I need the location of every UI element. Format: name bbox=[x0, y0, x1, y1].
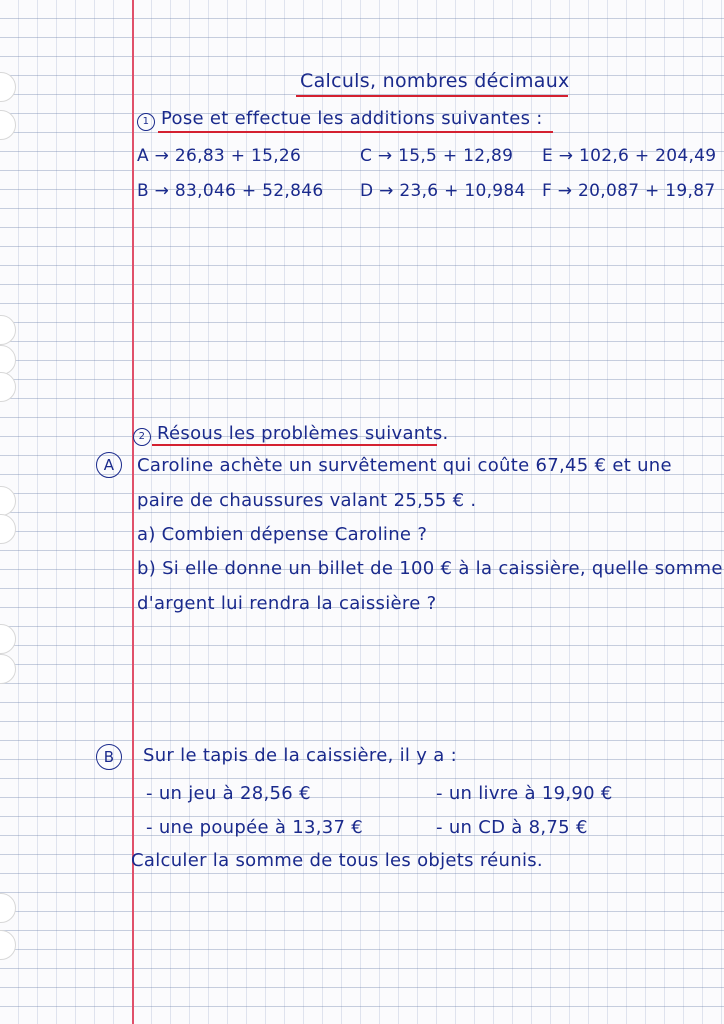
problem-a-line1: Caroline achète un survêtement qui coûte 67,45 € et une bbox=[137, 455, 672, 476]
title-underline bbox=[296, 95, 568, 97]
binder-hole bbox=[0, 624, 16, 654]
page-title: Calculs, nombres décimaux bbox=[300, 70, 570, 92]
exercise2-heading bbox=[133, 423, 449, 446]
problem-b-item-cd: - un CD à 8,75 € bbox=[436, 817, 588, 838]
calculation-c: C → 15,5 + 12,89 bbox=[360, 146, 514, 166]
calculation-d: D → 23,6 + 10,984 bbox=[360, 181, 526, 201]
binder-hole bbox=[0, 514, 16, 544]
binder-hole bbox=[0, 893, 16, 923]
problem-a-line2: paire de chaussures valant 25,55 € . bbox=[137, 490, 477, 511]
problem-a-question-a: a) Combien dépense Caroline ? bbox=[137, 524, 428, 545]
exercise-number-badge: 1 bbox=[137, 113, 155, 131]
binder-hole bbox=[0, 486, 16, 516]
calculation-b: B → 83,046 + 52,846 bbox=[137, 181, 324, 201]
exercise2-underline bbox=[152, 444, 437, 446]
binder-hole bbox=[0, 72, 16, 102]
problem-b-line1: Sur le tapis de la caissière, il y a : bbox=[143, 745, 457, 766]
exercise1-heading bbox=[137, 108, 543, 131]
problem-a-question-b-line2: d'argent lui rendra la caissière ? bbox=[137, 593, 437, 614]
binder-hole bbox=[0, 110, 16, 140]
binder-hole bbox=[0, 372, 16, 402]
problem-b-item-livre: - un livre à 19,90 € bbox=[436, 783, 613, 804]
binder-hole bbox=[0, 930, 16, 960]
binder-hole bbox=[0, 345, 16, 375]
exercise2-instruction: Résous les problèmes suivants. bbox=[157, 423, 449, 444]
binder-hole bbox=[0, 654, 16, 684]
problem-b-item-poupee: - une poupée à 13,37 € bbox=[146, 817, 364, 838]
problem-b-badge: B bbox=[96, 744, 122, 770]
problem-a-badge: A bbox=[96, 452, 122, 478]
binder-hole bbox=[0, 315, 16, 345]
problem-a-question-b-line1: b) Si elle donne un billet de 100 € à la caissière, quelle somme bbox=[137, 558, 723, 579]
calculation-e: E → 102,6 + 204,49 bbox=[542, 146, 717, 166]
exercise-number-badge: 2 bbox=[133, 428, 151, 446]
exercise1-underline bbox=[158, 131, 553, 133]
exercise1-instruction: Pose et effectue les additions suivantes : bbox=[161, 108, 543, 129]
calculation-a: A → 26,83 + 15,26 bbox=[137, 146, 302, 166]
calculation-f: F → 20,087 + 19,87 bbox=[542, 181, 716, 201]
problem-b-item-jeu: - un jeu à 28,56 € bbox=[146, 783, 311, 804]
problem-b-last-line: Calculer la somme de tous les objets réunis. bbox=[131, 850, 543, 871]
